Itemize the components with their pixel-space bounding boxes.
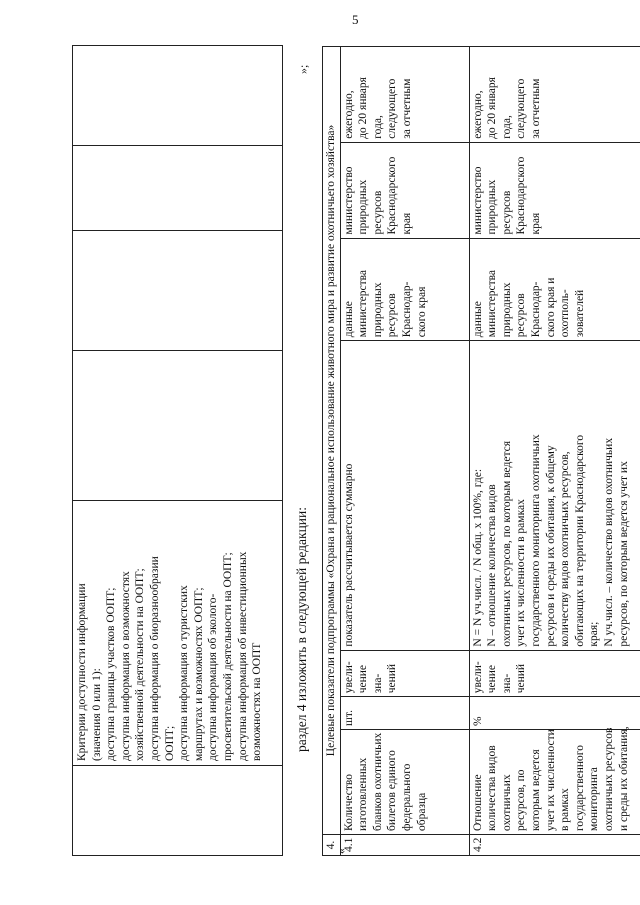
text-line: образца	[415, 792, 428, 831]
criteria-line: маршрутах и возможностях ООПТ;	[192, 587, 205, 761]
trend	[340, 650, 469, 697]
text-line: следующего	[515, 78, 528, 139]
top-table-cell-empty-5	[73, 146, 283, 231]
text-line: и среды их обитания,	[617, 726, 630, 831]
rotated-content	[72, 46, 630, 856]
text-line: года,	[371, 115, 384, 139]
text-line: ресурсов, по	[515, 769, 528, 831]
table-row	[340, 47, 469, 856]
text-line: увели-	[342, 661, 355, 694]
text-line: министерства	[357, 269, 370, 338]
text-line: показатель рассчитывается суммарно	[342, 463, 355, 647]
text-line: природных	[357, 179, 370, 235]
text-line: изготовленных	[357, 757, 370, 831]
criteria-line: Критерии доступности информации	[76, 583, 88, 761]
text-line: зна-	[500, 673, 513, 694]
text-line: чение	[486, 664, 499, 694]
row-number: 4.1	[340, 835, 469, 856]
text-line: ресурсов	[515, 293, 528, 338]
text-line: ского края и	[544, 277, 557, 338]
text-line: зователей	[573, 289, 586, 338]
text-line: увели-	[471, 661, 484, 694]
text-line: за отчетным	[400, 78, 413, 139]
text-line: охотполь-	[559, 289, 572, 338]
text-line: N – отношение количества видов	[486, 484, 499, 647]
text-line: ресурсов	[386, 293, 399, 338]
text-line: Отношение	[471, 774, 484, 831]
text-line: данные	[342, 301, 355, 338]
text-line: охотничьих ресурсов	[602, 727, 615, 831]
text-line: учет их численности в рамках	[515, 499, 528, 647]
trend	[469, 650, 640, 697]
section-header-row	[323, 47, 341, 856]
text-line: следующего	[386, 78, 399, 139]
text-line: федерального	[400, 763, 413, 831]
text-line: до 20 января	[486, 77, 499, 139]
text-line: министерство	[342, 166, 355, 235]
top-table-cell-empty-3	[73, 351, 283, 501]
reporting-period	[340, 47, 469, 143]
table-row	[469, 47, 640, 856]
criteria-cell	[73, 501, 283, 766]
criteria-line: просветительской деятельности на ООПТ;	[221, 552, 234, 761]
text-line: данные	[471, 301, 484, 338]
calculation-method	[469, 341, 640, 650]
text-line: природных	[486, 179, 499, 235]
text-line: ресурсов, по которым ведется учет их	[617, 461, 630, 647]
text-line: ресурсов и среды их обитания, к общему	[544, 445, 557, 647]
criteria-line: хозяйственной деятельности на ООПТ;	[134, 568, 147, 761]
criteria-line: доступна информация о возможностях	[119, 571, 132, 761]
data-source	[469, 238, 640, 341]
top-table-cell-empty-6	[73, 46, 283, 146]
text-line: министерство	[471, 166, 484, 235]
text-line: обитающих на территории Краснодарского	[573, 434, 586, 647]
opening-quote: «	[334, 848, 348, 854]
text-line: зна-	[371, 673, 384, 694]
closing-quote: »;	[296, 64, 310, 74]
text-line: природных	[371, 282, 384, 338]
text-line: до 20 января	[357, 77, 370, 139]
reporting-period	[469, 47, 640, 143]
data-source	[340, 238, 469, 341]
section-title: Целевые показатели подпрограммы «Охрана и рациональное использование животного мира и развитие охотничьего хозяйства»	[323, 47, 341, 835]
criteria-line: (значения 0 или 1):	[90, 668, 103, 761]
section-number: 4.	[323, 835, 341, 856]
criteria-line: ООПТ;	[163, 725, 176, 761]
text-line: учет их численности	[544, 729, 557, 831]
text-line: бланков охотничьих	[371, 732, 384, 831]
responsible	[340, 142, 469, 238]
text-line: ского края	[415, 286, 428, 338]
text-line: года,	[500, 115, 513, 139]
text-line: в рамках	[559, 788, 572, 831]
criteria-line: доступна границы участков ООПТ;	[105, 587, 118, 761]
text-line: ежегодно,	[471, 90, 484, 139]
text-line: государственного	[573, 745, 586, 831]
text-line: количества видов	[486, 745, 499, 831]
text-line: которым ведется	[529, 749, 542, 831]
indicators-table	[322, 46, 640, 856]
text-line: Краснодар-	[529, 281, 542, 338]
top-table	[72, 45, 283, 856]
text-line: Количество	[342, 774, 355, 831]
responsible	[469, 142, 640, 238]
text-line: государственного мониторинга охотничьих	[529, 434, 542, 647]
text-line: охотничьих ресурсов, по которым ведется	[500, 440, 513, 647]
criteria-line: доступна информация об эколого-	[207, 593, 220, 761]
text-line: министерства	[486, 269, 499, 338]
text-line: Краснодар-	[400, 281, 413, 338]
top-table-cell-empty-4	[73, 231, 283, 351]
text-line: ресурсов	[500, 190, 513, 235]
text-line: края	[400, 212, 413, 235]
text-line: количеству видов охотничьих ресурсов,	[559, 451, 572, 647]
text-line: ежегодно,	[342, 90, 355, 139]
text-line: мониторинга	[588, 767, 601, 831]
top-table-cell-empty-1	[73, 766, 283, 856]
text-line: ресурсов	[371, 190, 384, 235]
section-note: раздел 4 изложить в следующей редакции:	[294, 506, 309, 752]
criteria-line: доступна информация о туристских	[178, 585, 191, 761]
unit: %	[469, 697, 640, 730]
text-line: Краснодарского	[515, 156, 528, 235]
text-line: края;	[588, 621, 601, 647]
criteria-line: возможностях на ООПТ	[251, 642, 264, 761]
calculation-method	[340, 341, 469, 650]
row-number: 4.2	[469, 835, 640, 856]
page-number: 5	[352, 12, 359, 27]
text-line: N уч.числ. – количество видов охотничьих	[602, 437, 615, 647]
indicator-name	[469, 726, 640, 834]
indicator-name	[340, 729, 469, 834]
text-line: чение	[357, 664, 370, 694]
text-line: Краснодарского	[386, 156, 399, 235]
text-line: охотничьих	[500, 774, 513, 831]
text-line: за отчетным	[529, 78, 542, 139]
text-line: природных	[500, 282, 513, 338]
criteria-line: доступна информация об инвестиционных	[236, 551, 249, 761]
text-line: N = N уч.числ. / N общ. х 100%, где:	[471, 468, 484, 647]
text-line: края	[529, 212, 542, 235]
text-line: чений	[386, 663, 399, 694]
criteria-line: доступна информация о биоразнообразии	[148, 556, 161, 761]
text-line: чений	[515, 663, 528, 694]
unit: шт.	[340, 697, 469, 730]
text-line: билетов единого	[386, 750, 399, 831]
